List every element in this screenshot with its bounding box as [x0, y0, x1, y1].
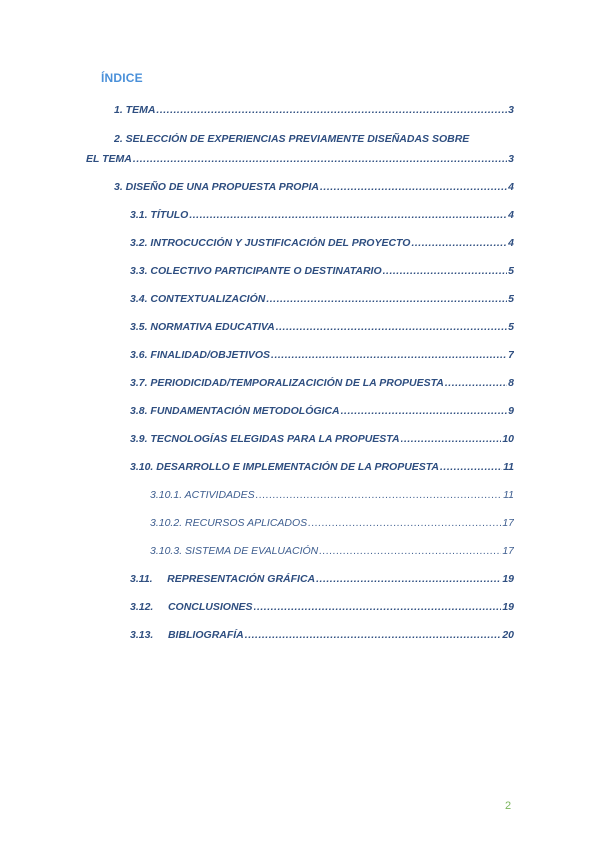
toc-entry-page: 17 [502, 545, 514, 557]
toc-leader-dots [245, 629, 502, 642]
toc-entry-3-3[interactable] [130, 265, 514, 278]
toc-entry-page: 19 [502, 601, 514, 613]
toc-entry-2-line1[interactable] [114, 133, 514, 146]
toc-entry-label: 3.12. CONCLUSIONES [130, 601, 253, 613]
toc-leader-dots [256, 489, 502, 502]
toc-entry-page: 5 [508, 293, 514, 305]
toc-entry-page: 7 [508, 349, 514, 361]
toc-entry-page: 5 [508, 321, 514, 333]
toc-entry-3-10-1[interactable] [150, 489, 514, 502]
toc-leader-dots [440, 461, 502, 474]
toc-entry-page: 4 [508, 181, 514, 193]
toc-entry-3-7[interactable] [130, 377, 514, 390]
toc-entry-label: 1. TEMA [114, 104, 156, 116]
toc-leader-dots [401, 433, 502, 446]
toc-leader-dots [276, 321, 507, 334]
toc-leader-dots [411, 237, 507, 250]
toc-leader-dots [445, 377, 507, 390]
toc-entry-label: 3.13. BIBLIOGRAFÍA [130, 629, 244, 641]
toc-entry-page: 9 [508, 405, 514, 417]
toc-entry-label: 3.7. PERIODICIDAD/TEMPORALIZACICIÓN DE LA PROPUESTA [130, 377, 444, 389]
toc-leader-dots [189, 209, 507, 222]
toc-entry-label: 3.6. FINALIDAD/OBJETIVOS [130, 349, 271, 361]
toc-entry-label: 3.11. REPRESENTACIÓN GRÁFICA [130, 573, 316, 585]
toc-leader-dots [341, 405, 508, 418]
toc-entry-label: 3.3. COLECTIVO PARTICIPANTE O DESTINATARIO [130, 265, 382, 277]
toc-entry-page: 3 [508, 104, 514, 116]
page-number: 2 [505, 800, 512, 812]
toc-leader-dots [133, 153, 507, 166]
toc-entry-label: 3.10.2. RECURSOS APLICADOS [150, 517, 308, 529]
toc-entry-page: 19 [502, 573, 514, 585]
toc-entry-3[interactable] [114, 181, 514, 194]
toc-leader-dots [254, 601, 502, 614]
toc-entry-page: 10 [502, 433, 514, 445]
toc-entry-3-10-2[interactable] [150, 517, 514, 530]
toc-leader-dots [271, 349, 507, 362]
toc-entry-page: 17 [502, 517, 514, 529]
toc-entry-page: 4 [508, 237, 514, 249]
toc-entry-3-2[interactable] [130, 237, 514, 250]
toc-entry-3-8[interactable] [130, 405, 514, 418]
toc-leader-dots [266, 293, 507, 306]
toc-entry-3-10[interactable] [130, 461, 514, 474]
toc-entry-3-9[interactable] [130, 433, 514, 446]
toc-entry-3-6[interactable] [130, 349, 514, 362]
toc-entry-page: 11 [503, 489, 514, 501]
toc-entry-label: 2. SELECCIÓN DE EXPERIENCIAS PREVIAMENTE DISEÑADAS SOBRE [114, 133, 470, 145]
toc-entry-label: 3.1. TÍTULO [130, 209, 189, 221]
toc-entry-label: 3.4. CONTEXTUALIZACIÓN [130, 293, 266, 305]
toc-entry-label: 3.5. NORMATIVA EDUCATIVA [130, 321, 275, 333]
toc-entry-page: 5 [508, 265, 514, 277]
toc-entry-3-1[interactable] [130, 209, 514, 222]
toc-leader-dots [383, 265, 508, 278]
toc-leader-dots [319, 545, 501, 558]
toc-entry-page: 11 [503, 461, 514, 473]
toc-entry-page: 4 [508, 209, 514, 221]
toc-entry-label: EL TEMA [86, 153, 132, 165]
toc-entry-label: 3.2. INTROCUCCIÓN Y JUSTIFICACIÓN DEL PROYECTO [130, 237, 411, 249]
toc-entry-3-13[interactable] [130, 629, 514, 642]
toc-entry-label: 3.10.3. SISTEMA DE EVALUACIÓN [150, 545, 319, 557]
toc-entry-page: 8 [508, 377, 514, 389]
toc-entry-1[interactable] [114, 104, 514, 117]
toc-entry-3-12[interactable] [130, 601, 514, 614]
toc-leader-dots [308, 517, 501, 530]
toc-entry-3-11[interactable] [130, 573, 514, 586]
toc-entry-3-10-3[interactable] [150, 545, 514, 558]
toc-entry-2[interactable] [86, 153, 514, 166]
toc-entry-label: 3.10. DESARROLLO E IMPLEMENTACIÓN DE LA PROPUESTA [130, 461, 440, 473]
toc-entry-label: 3.9. TECNOLOGÍAS ELEGIDAS PARA LA PROPUESTA [130, 433, 400, 445]
toc-entry-label: 3. DISEÑO DE UNA PROPUESTA PROPIA [114, 181, 319, 193]
toc-leader-dots [316, 573, 501, 586]
toc-entry-page: 3 [508, 153, 514, 165]
toc-entry-label: 3.8. FUNDAMENTACIÓN METODOLÓGICA [130, 405, 340, 417]
toc-entry-label: 3.10.1. ACTIVIDADES [150, 489, 255, 501]
toc-title: ÍNDICE [101, 71, 143, 85]
toc-entry-3-5[interactable] [130, 321, 514, 334]
toc-leader-dots [156, 104, 507, 117]
toc-entry-3-4[interactable] [130, 293, 514, 306]
toc-leader-dots [320, 181, 507, 194]
toc-entry-page: 20 [502, 629, 514, 641]
